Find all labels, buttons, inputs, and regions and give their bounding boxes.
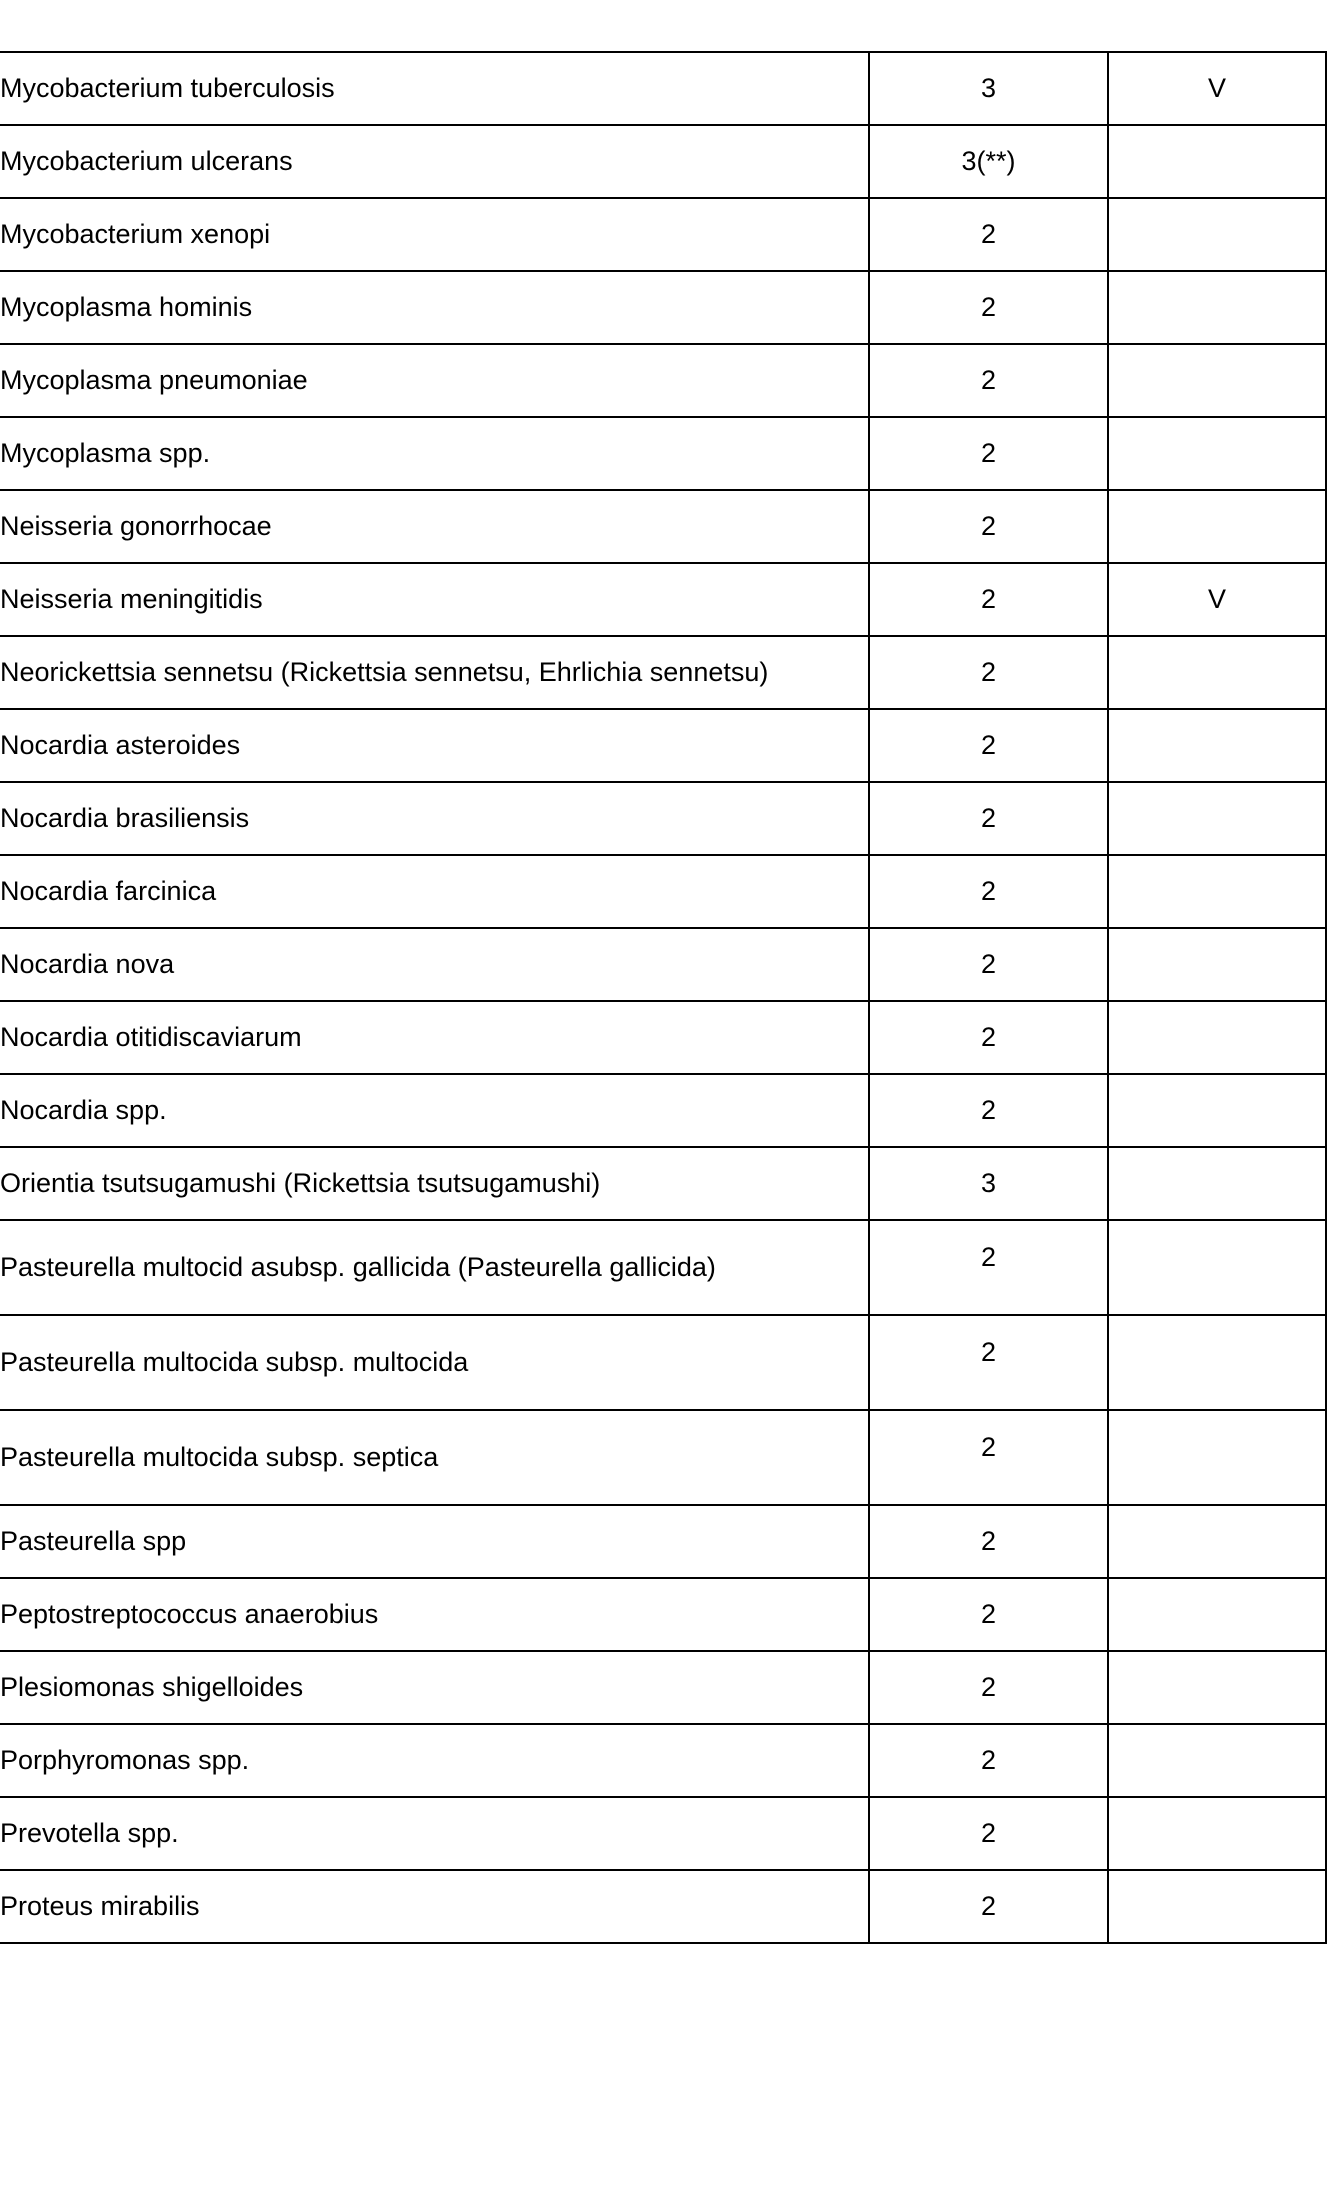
notes-cell (1108, 344, 1326, 417)
table-row (0, 344, 1326, 417)
risk-group-cell: 2 (869, 417, 1108, 490)
agent-name-cell: Mycobacterium tuberculosis (0, 52, 869, 125)
risk-group-cell: 2 (869, 1410, 1108, 1505)
notes-cell (1108, 1315, 1326, 1410)
risk-group-cell: 2 (869, 709, 1108, 782)
notes-cell (1108, 636, 1326, 709)
risk-group-cell: 2 (869, 1724, 1108, 1797)
table-row (0, 1724, 1326, 1797)
table-row (0, 1410, 1326, 1505)
risk-group-cell: 3 (869, 52, 1108, 125)
table-row (0, 1074, 1326, 1147)
table-row (0, 198, 1326, 271)
agent-name-cell: Mycobacterium ulcerans (0, 125, 869, 198)
agent-name-cell: Mycoplasma spp. (0, 417, 869, 490)
agent-name-cell: Pasteurella multocida subsp. multocida (0, 1315, 869, 1410)
agent-name-cell: Nocardia nova (0, 928, 869, 1001)
notes-cell (1108, 1870, 1326, 1943)
risk-group-cell: 2 (869, 1074, 1108, 1147)
risk-group-cell: 3 (869, 1147, 1108, 1220)
agent-name-cell: Pasteurella multocid asubsp. gallicida (Pasteurella gallicida) (0, 1220, 869, 1315)
risk-group-cell: 2 (869, 1651, 1108, 1724)
risk-group-cell: 2 (869, 198, 1108, 271)
table-row (0, 782, 1326, 855)
agent-name-cell: Nocardia spp. (0, 1074, 869, 1147)
risk-group-cell: 2 (869, 344, 1108, 417)
agent-name-cell: Prevotella spp. (0, 1797, 869, 1870)
agent-name-cell: Nocardia farcinica (0, 855, 869, 928)
agent-name-cell: Mycoplasma hominis (0, 271, 869, 344)
notes-cell (1108, 1724, 1326, 1797)
agent-name-cell: Nocardia asteroides (0, 709, 869, 782)
notes-cell (1108, 271, 1326, 344)
notes-cell: V (1108, 563, 1326, 636)
agent-name-cell: Pasteurella multocida subsp. septica (0, 1410, 869, 1505)
notes-cell (1108, 1578, 1326, 1651)
table-row (0, 1651, 1326, 1724)
table-row (0, 417, 1326, 490)
biological-agents-table (0, 51, 1327, 1944)
table-row (0, 1220, 1326, 1315)
notes-cell (1108, 782, 1326, 855)
agent-name-cell: Neisseria gonorrhocae (0, 490, 869, 563)
table-row (0, 709, 1326, 782)
table-row (0, 1797, 1326, 1870)
risk-group-cell: 2 (869, 855, 1108, 928)
table-row (0, 855, 1326, 928)
agent-name-cell: Mycoplasma pneumoniae (0, 344, 869, 417)
table-row (0, 563, 1326, 636)
risk-group-cell: 2 (869, 1315, 1108, 1410)
agent-name-cell: Plesiomonas shigelloides (0, 1651, 869, 1724)
risk-group-cell: 2 (869, 782, 1108, 855)
table-row (0, 1147, 1326, 1220)
agent-name-cell: Nocardia brasiliensis (0, 782, 869, 855)
notes-cell: V (1108, 52, 1326, 125)
notes-cell (1108, 198, 1326, 271)
table-row (0, 52, 1326, 125)
risk-group-cell: 2 (869, 1578, 1108, 1651)
agent-name-cell: Porphyromonas spp. (0, 1724, 869, 1797)
agent-name-cell: Nocardia otitidiscaviarum (0, 1001, 869, 1074)
agent-name-cell: Mycobacterium xenopi (0, 198, 869, 271)
risk-group-cell: 2 (869, 1001, 1108, 1074)
table-row (0, 271, 1326, 344)
notes-cell (1108, 417, 1326, 490)
table-row (0, 928, 1326, 1001)
notes-cell (1108, 1220, 1326, 1315)
agent-name-cell: Pasteurella spp (0, 1505, 869, 1578)
table-row (0, 1870, 1326, 1943)
table-row (0, 1505, 1326, 1578)
notes-cell (1108, 125, 1326, 198)
agent-name-cell: Peptostreptococcus anaerobius (0, 1578, 869, 1651)
notes-cell (1108, 1797, 1326, 1870)
notes-cell (1108, 1651, 1326, 1724)
risk-group-cell: 2 (869, 1797, 1108, 1870)
table-row (0, 490, 1326, 563)
risk-group-cell: 2 (869, 1220, 1108, 1315)
risk-group-cell: 2 (869, 271, 1108, 344)
notes-cell (1108, 709, 1326, 782)
notes-cell (1108, 1147, 1326, 1220)
notes-cell (1108, 1001, 1326, 1074)
table-row (0, 125, 1326, 198)
table-row (0, 1315, 1326, 1410)
risk-group-cell: 2 (869, 563, 1108, 636)
notes-cell (1108, 928, 1326, 1001)
table-row (0, 1578, 1326, 1651)
risk-group-cell: 2 (869, 490, 1108, 563)
agent-name-cell: Proteus mirabilis (0, 1870, 869, 1943)
notes-cell (1108, 1074, 1326, 1147)
risk-group-cell: 3(**) (869, 125, 1108, 198)
notes-cell (1108, 1505, 1326, 1578)
risk-group-cell: 2 (869, 1870, 1108, 1943)
table-body (0, 52, 1326, 1943)
agent-name-cell: Neorickettsia sennetsu (Rickettsia sennetsu, Ehrlichia sennetsu) (0, 636, 869, 709)
risk-group-cell: 2 (869, 636, 1108, 709)
table-row (0, 1001, 1326, 1074)
notes-cell (1108, 1410, 1326, 1505)
agent-name-cell: Orientia tsutsugamushi (Rickettsia tsutsugamushi) (0, 1147, 869, 1220)
agent-name-cell: Neisseria meningitidis (0, 563, 869, 636)
notes-cell (1108, 855, 1326, 928)
table-row (0, 636, 1326, 709)
risk-group-cell: 2 (869, 1505, 1108, 1578)
notes-cell (1108, 490, 1326, 563)
risk-group-cell: 2 (869, 928, 1108, 1001)
